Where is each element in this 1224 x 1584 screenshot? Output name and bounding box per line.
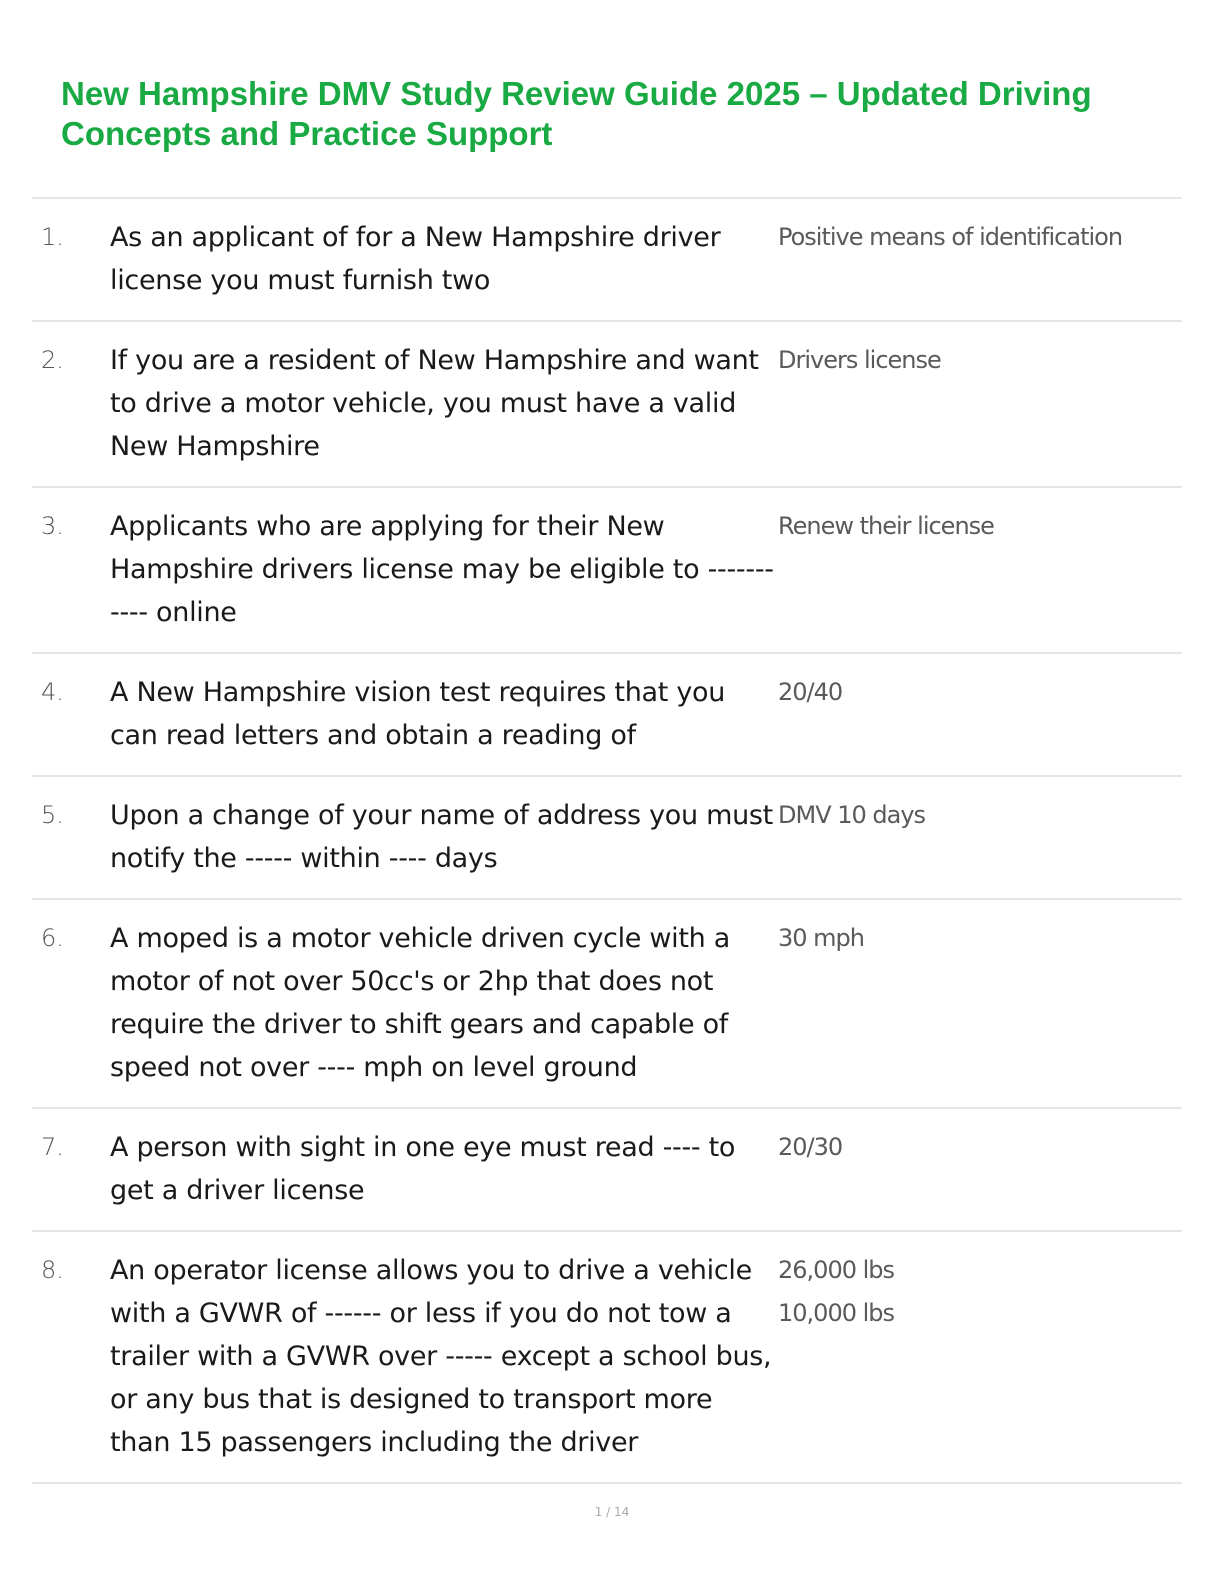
answer-text: DMV 10 days bbox=[778, 801, 926, 829]
list-item bbox=[32, 654, 1182, 777]
answer-text: 20/30 bbox=[778, 1133, 843, 1161]
question-text: Upon a change of your name of address you must notify the ----- within ---- days bbox=[110, 800, 773, 874]
answer-text: 26,000 lbs 10,000 lbs bbox=[778, 1256, 895, 1327]
item-number: 3. bbox=[41, 512, 64, 540]
question-text: A person with sight in one eye must read ---- to get a driver license bbox=[110, 1132, 736, 1206]
question-text: An operator license allows you to drive a vehicle with a GVWR of ------ or less if you do not tow a trailer with a GVWR over ----- except a school bus, or any bus that is designed to transport more than 15 passengers including the driver bbox=[110, 1255, 772, 1458]
item-number: 7. bbox=[41, 1133, 64, 1161]
answer-text: 30 mph bbox=[778, 924, 864, 952]
list-item bbox=[32, 1109, 1182, 1232]
item-number: 6. bbox=[41, 924, 64, 952]
list-item bbox=[32, 199, 1182, 322]
item-number: 4. bbox=[41, 678, 64, 706]
item-number: 1. bbox=[41, 223, 64, 251]
question-text: If you are a resident of New Hampshire and want to drive a motor vehicle, you must have a valid New Hampshire bbox=[110, 345, 759, 462]
answer-text: 20/40 bbox=[778, 678, 843, 706]
page-number: 1 / 14 bbox=[594, 1505, 630, 1519]
list-item bbox=[32, 322, 1182, 488]
item-number: 5. bbox=[41, 801, 64, 829]
question-text: A New Hampshire vision test requires that you can read letters and obtain a reading of bbox=[110, 677, 726, 751]
list-item bbox=[32, 1232, 1182, 1484]
list-item bbox=[32, 488, 1182, 654]
answer-text: Drivers license bbox=[778, 346, 941, 374]
list-item bbox=[32, 777, 1182, 900]
answer-text: Positive means of identification bbox=[778, 223, 1123, 251]
question-text: As an applicant of for a New Hampshire driver license you must furnish two bbox=[110, 222, 721, 296]
question-text: Applicants who are applying for their New Hampshire drivers license may be eligible to ----------- online bbox=[110, 511, 774, 628]
page-title: New Hampshire DMV Study Review Guide 2025 – Updated Driving Concepts and Practice Support bbox=[61, 75, 1092, 152]
flashcard-list bbox=[32, 197, 1182, 1484]
item-number: 2. bbox=[41, 346, 64, 374]
question-text: A moped is a motor vehicle driven cycle with a motor of not over 50cc's or 2hp that does not require the driver to shift gears and capable of speed not over ---- mph on level ground bbox=[110, 923, 730, 1083]
list-item bbox=[32, 900, 1182, 1109]
answer-text: Renew their license bbox=[778, 512, 994, 540]
item-number: 8. bbox=[41, 1256, 64, 1284]
